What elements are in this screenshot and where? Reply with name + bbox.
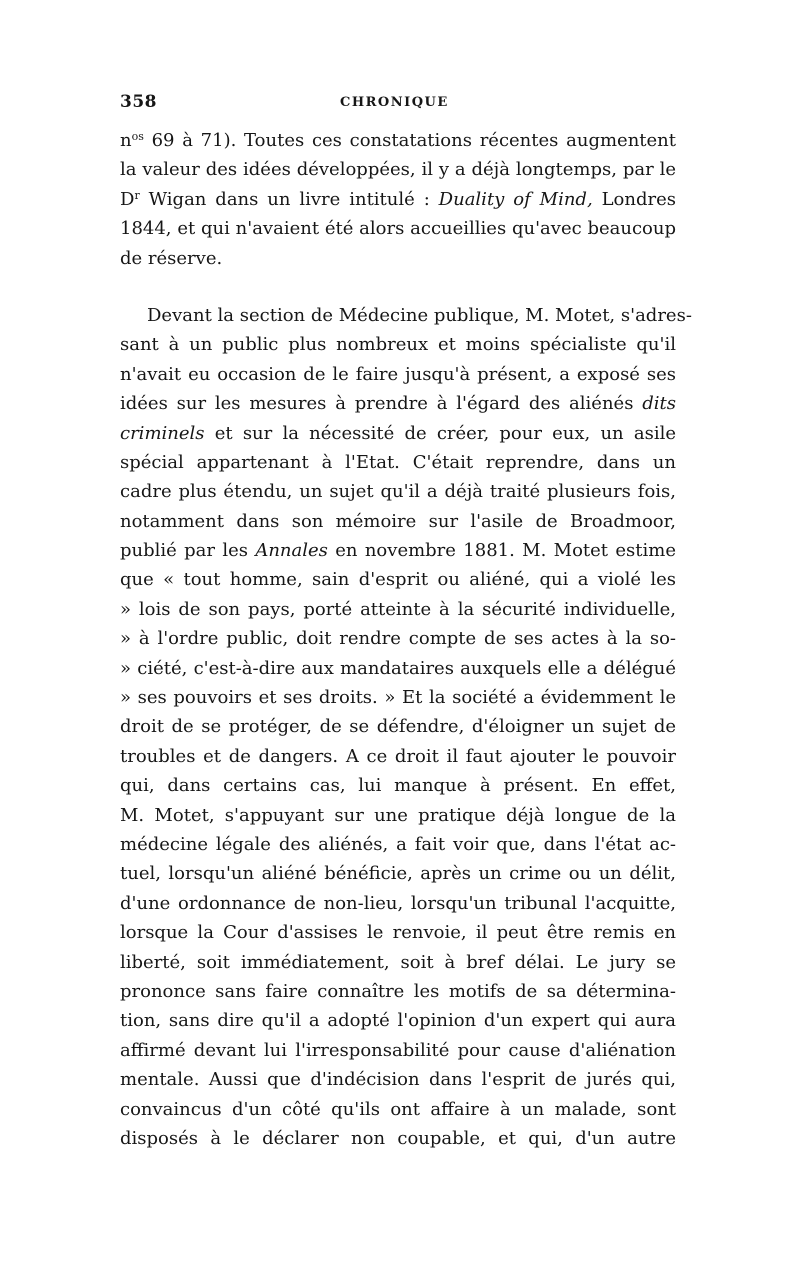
paragraph-motet [120, 301, 692, 1153]
page-number: 358 [120, 92, 157, 112]
text-line: M. Motet, s'appuyant sur une pratique déjà longue de la [120, 804, 676, 826]
page-header [120, 92, 676, 114]
text-line: mentale. Aussi que d'indécision dans l'esprit de jurés qui, [120, 1069, 676, 1091]
text-line: liberté, soit immédiatement, soit à bref délai. Le jury se [120, 951, 676, 973]
text-line: de réserve. [120, 247, 223, 269]
text-line: spécial appartenant à l'Etat. C'était reprendre, dans un [120, 451, 676, 473]
text-line: droit de se protéger, de se défendre, d'éloigner un sujet de [120, 716, 676, 738]
text-line: qui, dans certains cas, lui manque à présent. En effet, [120, 775, 676, 797]
running-title: CHRONIQUE [340, 95, 449, 110]
text-line: tuel, lorsqu'un aliéné bénéficie, après un crime ou un délit, [120, 863, 676, 885]
text-line: criminels et sur la nécessité de créer, pour eux, un asile [120, 422, 676, 444]
text-line: médecine légale des aliénés, a fait voir que, dans l'état ac- [120, 833, 676, 855]
text-line: d'une ordonnance de non-lieu, lorsqu'un tribunal l'acquitte, [120, 892, 676, 914]
book-title: Duality of Mind, [438, 188, 593, 210]
text-line: n'avait eu occasion de le faire jusqu'à présent, a exposé ses [120, 363, 676, 385]
text-line: » lois de son pays, porté atteinte à la sécurité individuelle, [120, 598, 676, 620]
text-line: sant à un public plus nombreux et moins spécialiste qu'il [120, 334, 676, 356]
text-line: 1844, et qui n'avaient été alors accueillies qu'avec beaucoup [120, 218, 676, 240]
text-line: lorsque la Cour d'assises le renvoie, il peut être remis en [120, 922, 676, 944]
page-body [120, 126, 692, 1153]
paragraph-gap [120, 273, 676, 301]
text-line: affirmé devant lui l'irresponsabilité pour cause d'aliénation [120, 1039, 676, 1061]
text-line: troubles et de dangers. A ce droit il faut ajouter le pouvoir [120, 745, 676, 767]
text-line: Devant la section de Médecine publique, M. Motet, s'adres- [147, 304, 692, 326]
journal-title: Annales [255, 540, 328, 562]
text-line: publié par les Annales en novembre 1881. M. Motet estime [120, 540, 676, 562]
text-line: » à l'ordre public, doit rendre compte de ses actes à la so- [120, 628, 676, 650]
text-line: que « tout homme, sain d'esprit ou aliéné, qui a violé les [120, 569, 676, 591]
text-line: convaincus d'un côté qu'ils ont affaire à un malade, sont [120, 1098, 676, 1120]
text-line: $n^{os}$ 69 à 71). Toutes ces constatations récentes augmentent [120, 130, 676, 151]
text-line: cadre plus étendu, un sujet qu'il a déjà traité plusieurs fois, [120, 481, 676, 503]
text-line: » ses pouvoirs et ses droits. » Et la société a évidemment le [120, 687, 676, 709]
text-line: » ciété, c'est-à-dire aux mandataires auxquels elle a délégué [120, 657, 676, 679]
text-line: notamment dans son mémoire sur l'asile de Broadmoor, [120, 510, 676, 532]
text-line: $D^r$ Wigan dans un livre intitulé : Duality of Mind, Londres [120, 188, 676, 210]
text-line: idées sur les mesures à prendre à l'égard des aliénés dits [120, 393, 676, 415]
paragraph-continued [120, 126, 676, 273]
text-line: prononce sans faire connaître les motifs de sa détermina- [120, 980, 676, 1002]
text-line: tion, sans dire qu'il a adopté l'opinion d'un expert qui aura [120, 1010, 676, 1032]
text-line: la valeur des idées développées, il y a déjà longtemps, par le [120, 159, 676, 181]
text-line: disposés à le déclarer non coupable, et qui, d'un autre [120, 1127, 676, 1149]
